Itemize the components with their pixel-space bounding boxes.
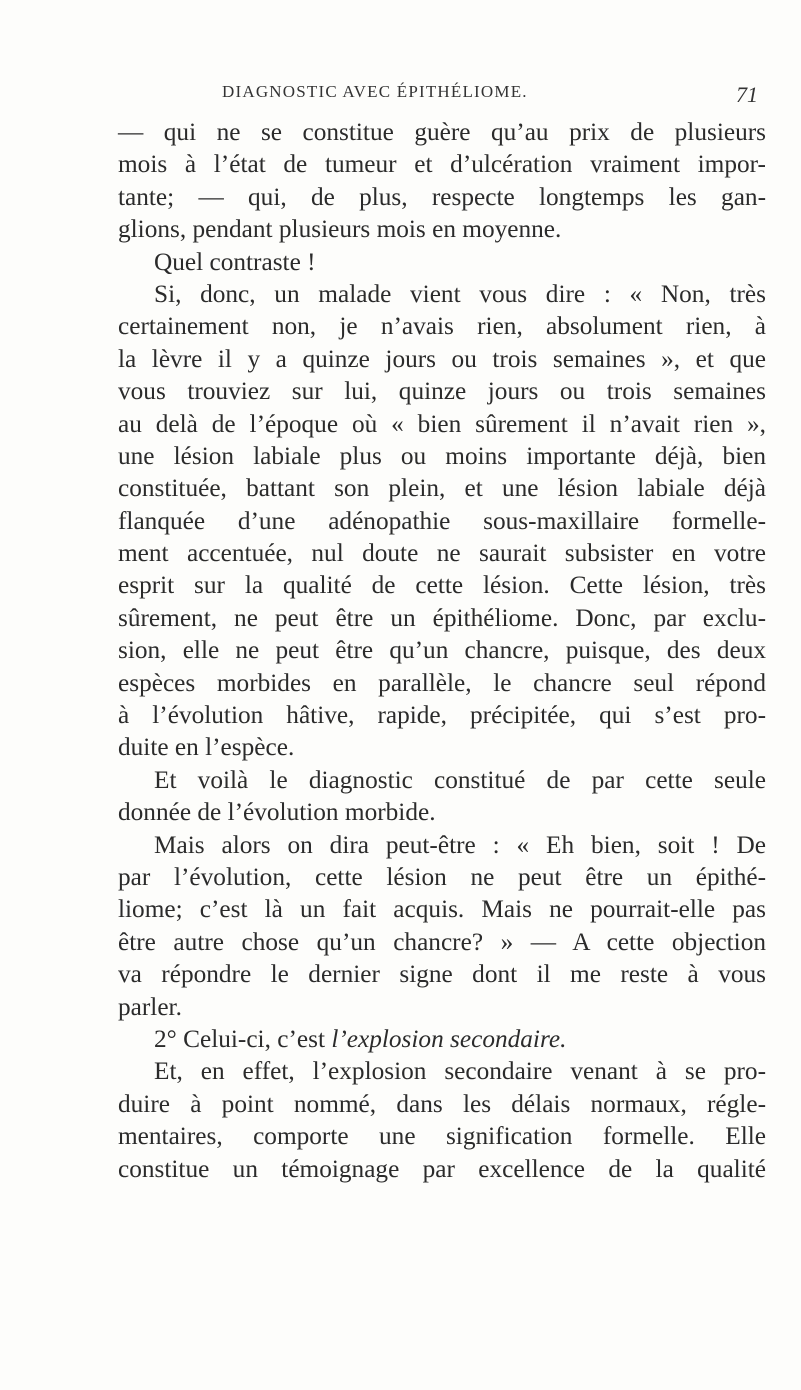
text-line: Et, en effet, l’explosion secondaire venant à se pro- (154, 1057, 766, 1086)
text-line: Quel contraste ! (154, 247, 316, 276)
text-line: être autre chose qu’un chancre? » — A cette objection (118, 927, 766, 956)
text-line: donnée de l’évolution morbide. (118, 798, 436, 827)
text-line: certainement non, je n’avais rien, absolument rien, à (118, 312, 766, 341)
text-line: glions, pendant plusieurs mois en moyenne. (118, 215, 562, 244)
text-line: ment accentuée, nul doute ne saurait subsister en votre (118, 539, 766, 568)
page-header (0, 82, 801, 112)
text-line: par l’évolution, cette lésion ne peut être un épithé- (118, 862, 766, 891)
text-line: Mais alors on dira peut-être : « Eh bien, soit ! De (154, 830, 766, 859)
text-line: — qui ne se constitue guère qu’au prix de plusieurs (118, 118, 766, 146)
text-line: duire à point nommé, dans les délais normaux, régle- (118, 1089, 766, 1118)
text-line: tante; — qui, de plus, respecte longtemps les gan- (118, 182, 766, 211)
text-line-start: 2° Celui-ci, c’est (154, 1024, 332, 1053)
text-line: duite en l’espèce. (118, 733, 295, 762)
text-line: esprit sur la qualité de cette lésion. Cette lésion, très (118, 571, 766, 600)
text-line: la lèvre il y a quinze jours ou trois semaines », et que (118, 344, 766, 373)
text-line: liome; c’est là un fait acquis. Mais ne pourrait-elle pas (118, 895, 766, 924)
text-line: flanquée d’une adénopathie sous-maxillaire formelle- (118, 506, 766, 535)
text-line (118, 1023, 766, 1055)
text-line: mois à l’état de tumeur et d’ulcération vraiment impor- (118, 150, 766, 179)
text-line: va répondre le dernier signe dont il me reste à vous (118, 960, 766, 989)
text-line: une lésion labiale plus ou moins importante déjà, bien (118, 441, 766, 470)
text-line: sûrement, ne peut être un épithéliome. Donc, par exclu- (118, 603, 766, 632)
running-title: DIAGNOSTIC AVEC ÉPITHÉLIOME. (222, 82, 528, 101)
text-line: vous trouviez sur lui, quinze jours ou trois semaines (118, 377, 766, 406)
text-line: au delà de l’époque où « bien sûrement il n’avait rien », (118, 409, 766, 438)
text-line: mentaires, comporte une signification formelle. Elle (118, 1122, 766, 1151)
text-line: à l’évolution hâtive, rapide, précipitée, qui s’est pro- (118, 701, 766, 730)
text-line: constituée, battant son plein, et une lésion labiale déjà (118, 474, 766, 503)
text-line: Et voilà le diagnostic constitué de par cette seule (154, 765, 766, 794)
text-line: Si, donc, un malade vient vous dire : « Non, très (154, 279, 766, 308)
text-line: espèces morbides en parallèle, le chancre seul répond (118, 668, 766, 697)
text-line: sion, elle ne peut être qu’un chancre, puisque, des deux (118, 636, 766, 665)
body-text (118, 116, 766, 1185)
text-line: parler. (118, 992, 182, 1021)
italic-phrase: l’explosion secondaire. (331, 1024, 567, 1053)
page-number: 71 (736, 82, 758, 107)
text-line: constitue un témoignage par excellence de la qualité (118, 1154, 766, 1183)
